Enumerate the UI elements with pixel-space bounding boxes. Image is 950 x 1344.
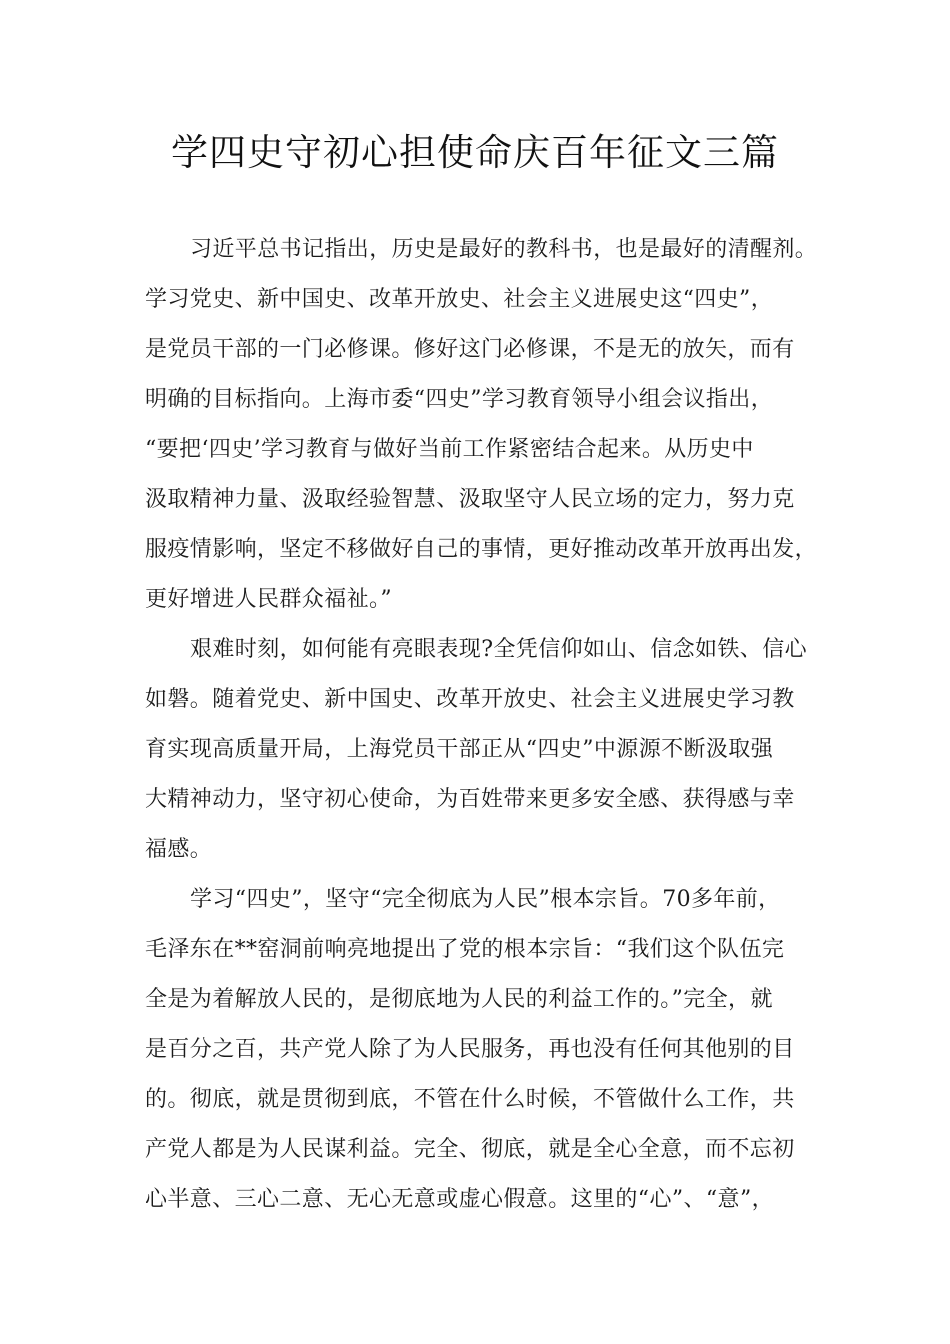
- text-line-14: 学习“四史”，坚守“完全彻底为人民”根本宗旨。70多年前，: [190, 887, 781, 912]
- text-line-8: 更好增进人民群众福祉。”: [145, 587, 393, 612]
- text-line-20: 心半意、三心二意、无心无意或虚心假意。这里的“心”、“意”，: [145, 1187, 774, 1212]
- text-line-16: 全是为着解放人民的，是彻底地为人民的利益工作的。”完全，就: [145, 987, 773, 1012]
- text-line-1: 习近平总书记指出，历史是最好的教科书，也是最好的清醒剂。: [190, 237, 818, 262]
- text-line-13: 福感。: [145, 837, 213, 862]
- text-line-6: 汲取精神力量、汲取经验智慧、汲取坚守人民立场的定力，努力克: [145, 487, 795, 512]
- text-line-18: 的。彻底，就是贯彻到底，不管在什么时候，不管做什么工作，共: [145, 1087, 795, 1112]
- text-line-19: 产党人都是为人民谋利益。完全、彻底，就是全心全意，而不忘初: [145, 1137, 795, 1162]
- text-line-10: 如磐。随着党史、新中国史、改革开放史、社会主义进展史学习教: [145, 687, 795, 712]
- text-line-4: 明确的目标指向。上海市委“四史”学习教育领导小组会议指出，: [145, 387, 774, 412]
- document-title: 学四史守初心担使命庆百年征文三篇: [171, 131, 779, 174]
- text-line-17: 是百分之百，共产党人除了为人民服务，再也没有任何其他别的目: [145, 1037, 795, 1062]
- text-line-3: 是党员干部的一门必修课。修好这门必修课，不是无的放矢，而有: [145, 337, 795, 362]
- text-line-9: 艰难时刻，如何能有亮眼表现?全凭信仰如山、信念如铁、信心: [190, 637, 807, 662]
- text-line-7: 服疫情影响，坚定不移做好自己的事情，更好推动改革开放再出发，: [145, 537, 818, 562]
- text-line-11: 育实现高质量开局，上海党员干部正从“四史”中源源不断汲取强: [145, 737, 774, 762]
- text-line-5: “要把‘四史’学习教育与做好当前工作紧密结合起来。从历史中: [145, 437, 754, 462]
- text-line-12: 大精神动力，坚守初心使命，为百姓带来更多安全感、获得感与幸: [145, 787, 795, 812]
- text-line-15: 毛泽东在**窑洞前响亮地提出了党的根本宗旨：“我们这个队伍完: [145, 937, 785, 962]
- text-line-2: 学习党史、新中国史、改革开放史、社会主义进展史这“四史”，: [145, 287, 774, 312]
